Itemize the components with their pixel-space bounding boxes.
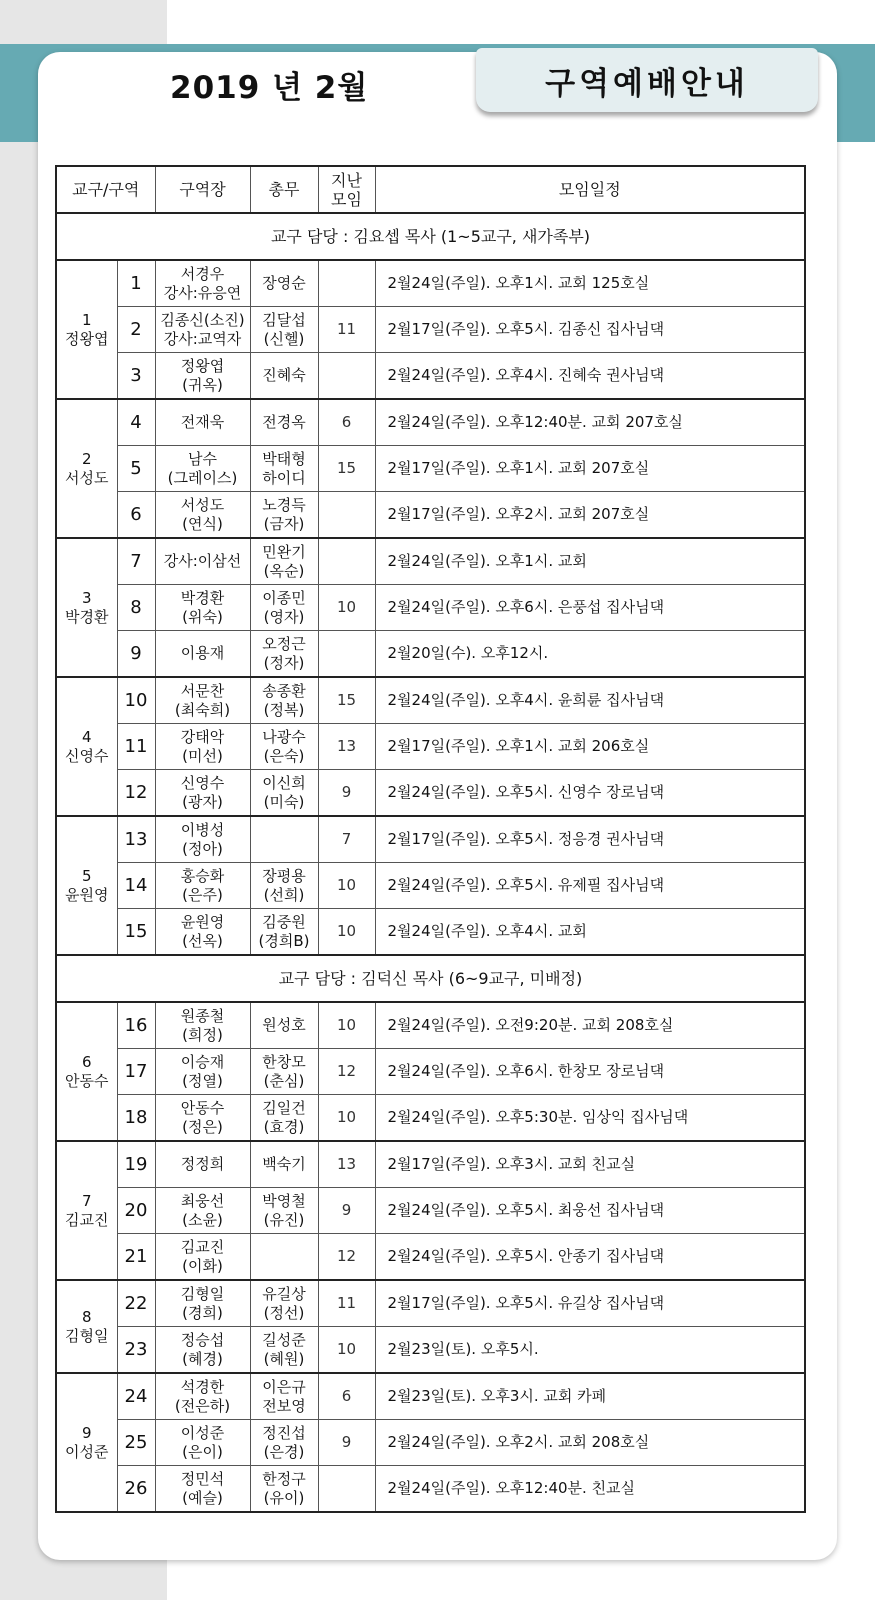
leader-name: 최웅선 xyxy=(180,1191,225,1210)
table-row xyxy=(56,1188,805,1234)
table-header-row xyxy=(56,166,805,213)
last-meeting-count xyxy=(318,492,375,539)
last-meeting-count: 7 xyxy=(318,816,375,863)
secretary-cell xyxy=(250,1188,318,1234)
secretary-note: (유이) xyxy=(263,1488,305,1507)
leader-name: 정민석 xyxy=(180,1469,225,1488)
table-row xyxy=(56,1234,805,1281)
leader-name: 강태악 xyxy=(180,727,225,746)
last-meeting-count xyxy=(318,260,375,307)
leader-cell xyxy=(155,1002,250,1049)
table-row xyxy=(56,446,805,492)
leader-name: 김종신(소진) xyxy=(160,310,245,329)
meeting-schedule: 2월24일(주일). 오후4시. 윤희륜 집사님댁 xyxy=(375,677,805,724)
leader-cell xyxy=(155,538,250,585)
meeting-schedule: 2월24일(주일). 오후4시. 교회 xyxy=(375,909,805,956)
leader-note: (정은) xyxy=(182,1117,223,1136)
leader-name: 윤원영 xyxy=(180,912,225,931)
table-row xyxy=(56,307,805,353)
group-number: 7 xyxy=(81,1191,92,1210)
last-meeting-count: 15 xyxy=(318,677,375,724)
meeting-schedule: 2월17일(주일). 오후3시. 교회 친교실 xyxy=(375,1141,805,1188)
last-meeting-count: 10 xyxy=(318,909,375,956)
secretary-name: 송종환 xyxy=(262,681,306,700)
table-row xyxy=(56,353,805,400)
secretary-note: 전보영 xyxy=(262,1396,306,1415)
table-row xyxy=(56,816,805,863)
leader-cell xyxy=(155,1095,250,1142)
secretary-name: 장영순 xyxy=(262,274,306,292)
table-row xyxy=(56,724,805,770)
secretary-note: (미숙) xyxy=(263,792,305,811)
district-number: 22 xyxy=(117,1280,155,1327)
secretary-cell xyxy=(250,399,318,446)
leader-cell xyxy=(155,677,250,724)
secretary-note: (정선) xyxy=(263,1303,305,1322)
leader-name: 정승섭 xyxy=(180,1330,225,1349)
secretary-name: 길성준 xyxy=(262,1330,306,1349)
secretary-cell xyxy=(250,307,318,353)
secretary-name: 이신희 xyxy=(262,773,306,792)
leader-note: (은이) xyxy=(182,1442,223,1461)
leader-name: 서경우 xyxy=(180,264,225,283)
secretary-name: 김중원 xyxy=(262,912,306,931)
meeting-schedule: 2월24일(주일). 오후5시. 안종기 집사님댁 xyxy=(375,1234,805,1281)
secretary-name: 진혜숙 xyxy=(262,366,306,384)
meeting-schedule: 2월17일(주일). 오후5시. 정응경 권사님댁 xyxy=(375,816,805,863)
leader-cell xyxy=(155,724,250,770)
secretary-note: (금자) xyxy=(263,514,305,533)
last-meeting-count xyxy=(318,353,375,400)
last-meeting-count: 6 xyxy=(318,1373,375,1420)
last-meeting-count: 9 xyxy=(318,1188,375,1234)
leader-name: 이병성 xyxy=(180,820,225,839)
page-title: 2019 년 2월 xyxy=(170,70,369,106)
leader-name: 김교진 xyxy=(180,1237,225,1256)
last-meeting-count: 10 xyxy=(318,1095,375,1142)
section-row xyxy=(56,955,805,1002)
group-cell xyxy=(56,816,117,955)
table-row xyxy=(56,1049,805,1095)
leader-name: 서성도 xyxy=(180,495,225,514)
leader-note: (혜경) xyxy=(182,1349,223,1368)
leader-cell xyxy=(155,1280,250,1327)
leader-note: (광자) xyxy=(182,792,223,811)
secretary-name: 정진섭 xyxy=(262,1423,306,1442)
group-number: 2 xyxy=(81,449,92,468)
schedule-table xyxy=(55,165,806,1513)
meeting-schedule: 2월17일(주일). 오후1시. 교회 206호실 xyxy=(375,724,805,770)
meeting-schedule: 2월23일(토). 오후3시. 교회 카페 xyxy=(375,1373,805,1420)
secretary-cell xyxy=(250,909,318,956)
meeting-schedule: 2월17일(주일). 오후5시. 김종신 집사님댁 xyxy=(375,307,805,353)
leader-name: 이성준 xyxy=(180,1423,225,1442)
secretary-note: (은경) xyxy=(263,1442,305,1461)
district-number: 4 xyxy=(117,399,155,446)
meeting-schedule: 2월24일(주일). 오후1시. 교회 125호실 xyxy=(375,260,805,307)
header-last-meeting xyxy=(318,166,375,213)
secretary-cell xyxy=(250,677,318,724)
table-row xyxy=(56,1280,805,1327)
district-number: 26 xyxy=(117,1466,155,1513)
district-number: 10 xyxy=(117,677,155,724)
secretary-cell xyxy=(250,492,318,539)
secretary-name: 노경득 xyxy=(262,495,306,514)
group-number: 1 xyxy=(81,310,92,329)
secretary-note: (효경) xyxy=(263,1117,305,1136)
last-meeting-count xyxy=(318,538,375,585)
leader-note: (소윤) xyxy=(182,1210,223,1229)
title-tab xyxy=(476,48,818,112)
group-cell xyxy=(56,399,117,538)
header-secretary: 총무 xyxy=(250,166,318,213)
last-meeting-count: 10 xyxy=(318,1002,375,1049)
leader-name: 서문찬 xyxy=(180,681,225,700)
secretary-note: (선희) xyxy=(263,885,305,904)
group-name: 신영수 xyxy=(65,746,109,765)
secretary-name: 이종민 xyxy=(262,588,306,607)
table-row xyxy=(56,1002,805,1049)
meeting-schedule: 2월17일(주일). 오후1시. 교회 207호실 xyxy=(375,446,805,492)
table-row xyxy=(56,863,805,909)
leader-cell xyxy=(155,585,250,631)
group-cell xyxy=(56,1280,117,1373)
section-label: 교구 담당 : 김요셉 목사 (1~5교구, 새가족부) xyxy=(56,213,805,260)
leader-note: (은주) xyxy=(182,885,223,904)
secretary-note: 하이디 xyxy=(262,468,306,487)
last-meeting-count: 9 xyxy=(318,770,375,817)
secretary-name: 김달섭 xyxy=(262,310,306,329)
leader-note: (귀옥) xyxy=(182,375,223,394)
leader-note: (경희) xyxy=(182,1303,223,1322)
secretary-note: (신헬) xyxy=(263,329,305,348)
meeting-schedule: 2월24일(주일). 오후5:30분. 임상익 집사님댁 xyxy=(375,1095,805,1142)
group-name: 서성도 xyxy=(65,468,109,487)
table-row xyxy=(56,1466,805,1513)
secretary-name: 민완기 xyxy=(262,542,306,561)
meeting-schedule: 2월24일(주일). 오후12:40분. 친교실 xyxy=(375,1466,805,1513)
group-number: 4 xyxy=(81,727,92,746)
leader-cell xyxy=(155,770,250,817)
leader-note: (전은하) xyxy=(174,1396,231,1415)
district-number: 23 xyxy=(117,1327,155,1374)
leader-cell xyxy=(155,1466,250,1513)
leader-note: 강사:교역자 xyxy=(163,329,242,348)
secretary-cell xyxy=(250,770,318,817)
leader-name: 김형일 xyxy=(180,1284,225,1303)
table-row xyxy=(56,770,805,817)
leader-note: (그레이스) xyxy=(167,468,238,487)
leader-cell xyxy=(155,1373,250,1420)
leader-note: (정아) xyxy=(182,839,223,858)
secretary-cell xyxy=(250,1466,318,1513)
district-number: 24 xyxy=(117,1373,155,1420)
secretary-cell xyxy=(250,538,318,585)
secretary-cell xyxy=(250,724,318,770)
leader-note: (예슬) xyxy=(182,1488,223,1507)
leader-cell xyxy=(155,260,250,307)
district-number: 2 xyxy=(117,307,155,353)
last-meeting-count xyxy=(318,631,375,678)
meeting-schedule: 2월24일(주일). 오후5시. 최웅선 집사님댁 xyxy=(375,1188,805,1234)
table-row xyxy=(56,1420,805,1466)
header-schedule: 모임일정 xyxy=(375,166,805,213)
last-meeting-count: 13 xyxy=(318,724,375,770)
secretary-cell xyxy=(250,1095,318,1142)
secretary-cell xyxy=(250,1141,318,1188)
last-meeting-count: 9 xyxy=(318,1420,375,1466)
leader-cell xyxy=(155,1049,250,1095)
table-row xyxy=(56,909,805,956)
secretary-cell xyxy=(250,585,318,631)
leader-name: 이용재 xyxy=(180,644,225,662)
leader-name: 정왕엽 xyxy=(180,356,225,375)
leader-cell xyxy=(155,446,250,492)
leader-cell xyxy=(155,353,250,400)
group-number: 9 xyxy=(81,1423,92,1442)
title-tab-label: 구역예배안내 xyxy=(545,65,749,102)
meeting-schedule: 2월20일(수). 오후12시. xyxy=(375,631,805,678)
leader-name: 원종철 xyxy=(180,1006,225,1025)
district-number: 5 xyxy=(117,446,155,492)
district-number: 9 xyxy=(117,631,155,678)
group-number: 8 xyxy=(81,1307,92,1326)
meeting-schedule: 2월23일(토). 오후5시. xyxy=(375,1327,805,1374)
secretary-cell xyxy=(250,816,318,863)
leader-note: 강사:유응연 xyxy=(163,283,242,302)
leader-cell xyxy=(155,492,250,539)
section-row xyxy=(56,213,805,260)
group-cell xyxy=(56,260,117,399)
secretary-cell xyxy=(250,1420,318,1466)
meeting-schedule: 2월24일(주일). 오후5시. 유제필 집사님댁 xyxy=(375,863,805,909)
district-number: 19 xyxy=(117,1141,155,1188)
district-number: 12 xyxy=(117,770,155,817)
secretary-name: 한창모 xyxy=(262,1052,306,1071)
group-number: 6 xyxy=(81,1052,92,1071)
secretary-note: (혜원) xyxy=(263,1349,305,1368)
secretary-cell xyxy=(250,1234,318,1281)
leader-cell xyxy=(155,1420,250,1466)
secretary-note: (유진) xyxy=(263,1210,305,1229)
group-cell xyxy=(56,538,117,677)
leader-note: (미선) xyxy=(182,746,223,765)
district-number: 11 xyxy=(117,724,155,770)
group-number: 3 xyxy=(81,588,92,607)
last-meeting-count: 11 xyxy=(318,1280,375,1327)
leader-name: 이승재 xyxy=(180,1052,225,1071)
leader-name: 석경한 xyxy=(180,1377,225,1396)
secretary-name: 한정구 xyxy=(262,1469,306,1488)
last-meeting-count: 12 xyxy=(318,1234,375,1281)
group-name: 김형일 xyxy=(65,1326,109,1345)
table-row xyxy=(56,1373,805,1420)
leader-note: (연식) xyxy=(182,514,223,533)
group-name: 이성준 xyxy=(65,1442,109,1461)
table-row xyxy=(56,631,805,678)
section-label: 교구 담당 : 김덕신 목사 (6~9교구, 미배정) xyxy=(56,955,805,1002)
group-name: 안동수 xyxy=(65,1071,109,1090)
leader-name: 박경환 xyxy=(180,588,225,607)
secretary-note: (춘심) xyxy=(263,1071,305,1090)
leader-note: (정열) xyxy=(182,1071,223,1090)
secretary-cell xyxy=(250,631,318,678)
meeting-schedule: 2월24일(주일). 오후2시. 교회 208호실 xyxy=(375,1420,805,1466)
meeting-schedule: 2월24일(주일). 오전9:20분. 교회 208호실 xyxy=(375,1002,805,1049)
table-row xyxy=(56,1095,805,1142)
leader-cell xyxy=(155,909,250,956)
secretary-cell xyxy=(250,353,318,400)
district-number: 16 xyxy=(117,1002,155,1049)
secretary-note: (경희B) xyxy=(258,931,310,950)
group-cell xyxy=(56,1141,117,1280)
group-number: 5 xyxy=(81,866,92,885)
secretary-name: 박태형 xyxy=(262,449,306,468)
district-number: 21 xyxy=(117,1234,155,1281)
leader-cell xyxy=(155,307,250,353)
table-row xyxy=(56,677,805,724)
leader-note: (위숙) xyxy=(182,607,223,626)
header-district: 교구/구역 xyxy=(56,166,155,213)
table-row xyxy=(56,492,805,539)
secretary-name: 이은규 xyxy=(262,1377,306,1396)
secretary-name: 장평용 xyxy=(262,866,306,885)
secretary-name: 원성호 xyxy=(262,1016,306,1034)
secretary-name: 유길상 xyxy=(262,1284,306,1303)
district-number: 20 xyxy=(117,1188,155,1234)
district-number: 14 xyxy=(117,863,155,909)
secretary-name: 나광수 xyxy=(262,727,306,746)
group-cell xyxy=(56,1002,117,1141)
secretary-name: 전경옥 xyxy=(262,413,306,431)
leader-note: (이화) xyxy=(182,1256,223,1275)
leader-cell xyxy=(155,1141,250,1188)
table-row xyxy=(56,1141,805,1188)
last-meeting-count: 10 xyxy=(318,863,375,909)
secretary-note: (은숙) xyxy=(263,746,305,765)
secretary-note: (정복) xyxy=(263,700,305,719)
meeting-schedule: 2월17일(주일). 오후5시. 유길상 집사님댁 xyxy=(375,1280,805,1327)
leader-name: 신영수 xyxy=(180,773,225,792)
last-meeting-count: 15 xyxy=(318,446,375,492)
secretary-name: 오정근 xyxy=(262,634,306,653)
secretary-cell xyxy=(250,446,318,492)
meeting-schedule: 2월24일(주일). 오후5시. 신영수 장로님댁 xyxy=(375,770,805,817)
secretary-cell xyxy=(250,863,318,909)
secretary-cell xyxy=(250,260,318,307)
leader-cell xyxy=(155,399,250,446)
leader-name: 강사:이삼선 xyxy=(163,552,242,570)
header-last-meeting-line1: 지난 xyxy=(331,170,362,190)
secretary-name: 백숙기 xyxy=(262,1155,306,1173)
group-name: 박경환 xyxy=(65,607,109,626)
secretary-cell xyxy=(250,1327,318,1374)
meeting-schedule: 2월24일(주일). 오후1시. 교회 xyxy=(375,538,805,585)
group-cell xyxy=(56,677,117,816)
last-meeting-count: 6 xyxy=(318,399,375,446)
leader-cell xyxy=(155,631,250,678)
meeting-schedule: 2월24일(주일). 오후6시. 한창모 장로님댁 xyxy=(375,1049,805,1095)
table-row xyxy=(56,399,805,446)
district-number: 6 xyxy=(117,492,155,539)
district-number: 8 xyxy=(117,585,155,631)
district-number: 1 xyxy=(117,260,155,307)
header-leader: 구역장 xyxy=(155,166,250,213)
leader-name: 홍승화 xyxy=(180,866,225,885)
meeting-schedule: 2월24일(주일). 오후12:40분. 교회 207호실 xyxy=(375,399,805,446)
meeting-schedule: 2월17일(주일). 오후2시. 교회 207호실 xyxy=(375,492,805,539)
secretary-note: (영자) xyxy=(263,607,305,626)
last-meeting-count: 12 xyxy=(318,1049,375,1095)
leader-name: 안동수 xyxy=(180,1098,225,1117)
leader-name: 정정희 xyxy=(180,1155,225,1173)
header-last-meeting-line2: 모임 xyxy=(331,189,362,209)
meeting-schedule: 2월24일(주일). 오후6시. 은풍섭 집사님댁 xyxy=(375,585,805,631)
district-number: 3 xyxy=(117,353,155,400)
district-number: 7 xyxy=(117,538,155,585)
district-number: 13 xyxy=(117,816,155,863)
table-row xyxy=(56,585,805,631)
last-meeting-count xyxy=(318,1466,375,1513)
table-row xyxy=(56,260,805,307)
leader-note: (희정) xyxy=(182,1025,223,1044)
leader-cell xyxy=(155,1327,250,1374)
group-name: 윤원영 xyxy=(65,885,109,904)
last-meeting-count: 10 xyxy=(318,1327,375,1374)
secretary-note: (옥순) xyxy=(263,561,305,580)
secretary-cell xyxy=(250,1373,318,1420)
group-cell xyxy=(56,1373,117,1512)
secretary-cell xyxy=(250,1049,318,1095)
secretary-name: 박영철 xyxy=(262,1191,306,1210)
secretary-note: (정자) xyxy=(263,653,305,672)
leader-cell xyxy=(155,816,250,863)
leader-name: 전재욱 xyxy=(180,413,225,431)
leader-cell xyxy=(155,863,250,909)
last-meeting-count: 10 xyxy=(318,585,375,631)
secretary-cell xyxy=(250,1002,318,1049)
group-name: 정왕엽 xyxy=(65,329,109,348)
district-number: 25 xyxy=(117,1420,155,1466)
leader-cell xyxy=(155,1188,250,1234)
district-number: 17 xyxy=(117,1049,155,1095)
table-row xyxy=(56,538,805,585)
leader-name: 남수 xyxy=(188,449,217,468)
leader-note: (선옥) xyxy=(182,931,223,950)
group-name: 김교진 xyxy=(65,1210,109,1229)
leader-note: (최숙희) xyxy=(174,700,231,719)
secretary-name: 김일건 xyxy=(262,1098,306,1117)
secretary-cell xyxy=(250,1280,318,1327)
last-meeting-count: 11 xyxy=(318,307,375,353)
meeting-schedule: 2월24일(주일). 오후4시. 진혜숙 권사님댁 xyxy=(375,353,805,400)
leader-cell xyxy=(155,1234,250,1281)
last-meeting-count: 13 xyxy=(318,1141,375,1188)
district-number: 18 xyxy=(117,1095,155,1142)
district-number: 15 xyxy=(117,909,155,956)
table-row xyxy=(56,1327,805,1374)
